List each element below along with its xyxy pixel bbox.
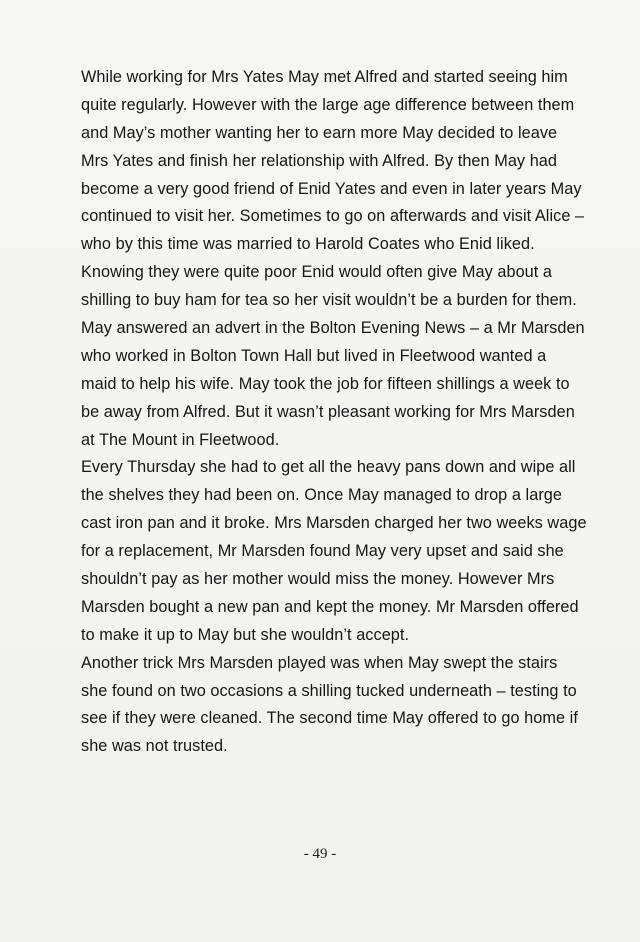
text-line: continued to visit her. Sometimes to go on afterwards and visit Alice –	[81, 207, 585, 226]
text-line: May answered an advert in the Bolton Evening News – a Mr Marsden	[81, 319, 585, 338]
text-line: quite regularly. However with the large age difference between them	[81, 95, 575, 114]
text-line: Mrs Yates and finish her relationship with Alfred. By then May had	[81, 151, 558, 170]
text-line: for a replacement, Mr Marsden found May very upset and said she	[81, 542, 564, 561]
text-line: the shelves they had been on. Once May managed to drop a large	[81, 486, 562, 505]
text-line: Marsden bought a new pan and kept the money. Mr Marsden offered	[81, 597, 579, 616]
text-line: she was not trusted.	[81, 737, 228, 756]
text-line: shouldn’t pay as her mother would miss the money. However Mrs	[81, 570, 555, 589]
body-text	[81, 64, 601, 761]
text-line: at The Mount in Fleetwood.	[81, 430, 280, 449]
text-line: to make it up to May but she wouldn’t accept.	[81, 625, 410, 644]
text-line: Knowing they were quite poor Enid would often give May about a	[81, 263, 553, 282]
page-number: - 49 -	[303, 846, 337, 862]
text-line: who by this time was married to Harold Coates who Enid liked.	[81, 235, 535, 254]
text-line: Every Thursday she had to get all the heavy pans down and wipe all	[81, 458, 576, 477]
text-line: she found on two occasions a shilling tucked underneath – testing to	[81, 681, 577, 700]
text-line: While working for Mrs Yates May met Alfred and started seeing him	[81, 68, 568, 86]
text-line: become a very good friend of Enid Yates and even in later years May	[81, 179, 582, 198]
text-line: Another trick Mrs Marsden played was when May swept the stairs	[81, 653, 558, 672]
text-line: see if they were cleaned. The second time May offered to go home if	[81, 709, 578, 728]
text-line: shilling to buy ham for tea so her visit wouldn’t be a burden for them.	[81, 291, 577, 310]
text-line: be away from Alfred. But it wasn’t pleasant working for Mrs Marsden	[81, 402, 575, 421]
text-line: cast iron pan and it broke. Mrs Marsden charged her two weeks wage	[81, 514, 587, 533]
text-line: maid to help his wife. May took the job for fifteen shillings a week to	[81, 374, 570, 393]
text-line: and May’s mother wanting her to earn more May decided to leave	[81, 123, 558, 142]
text-line: who worked in Bolton Town Hall but lived in Fleetwood wanted a	[81, 346, 547, 365]
